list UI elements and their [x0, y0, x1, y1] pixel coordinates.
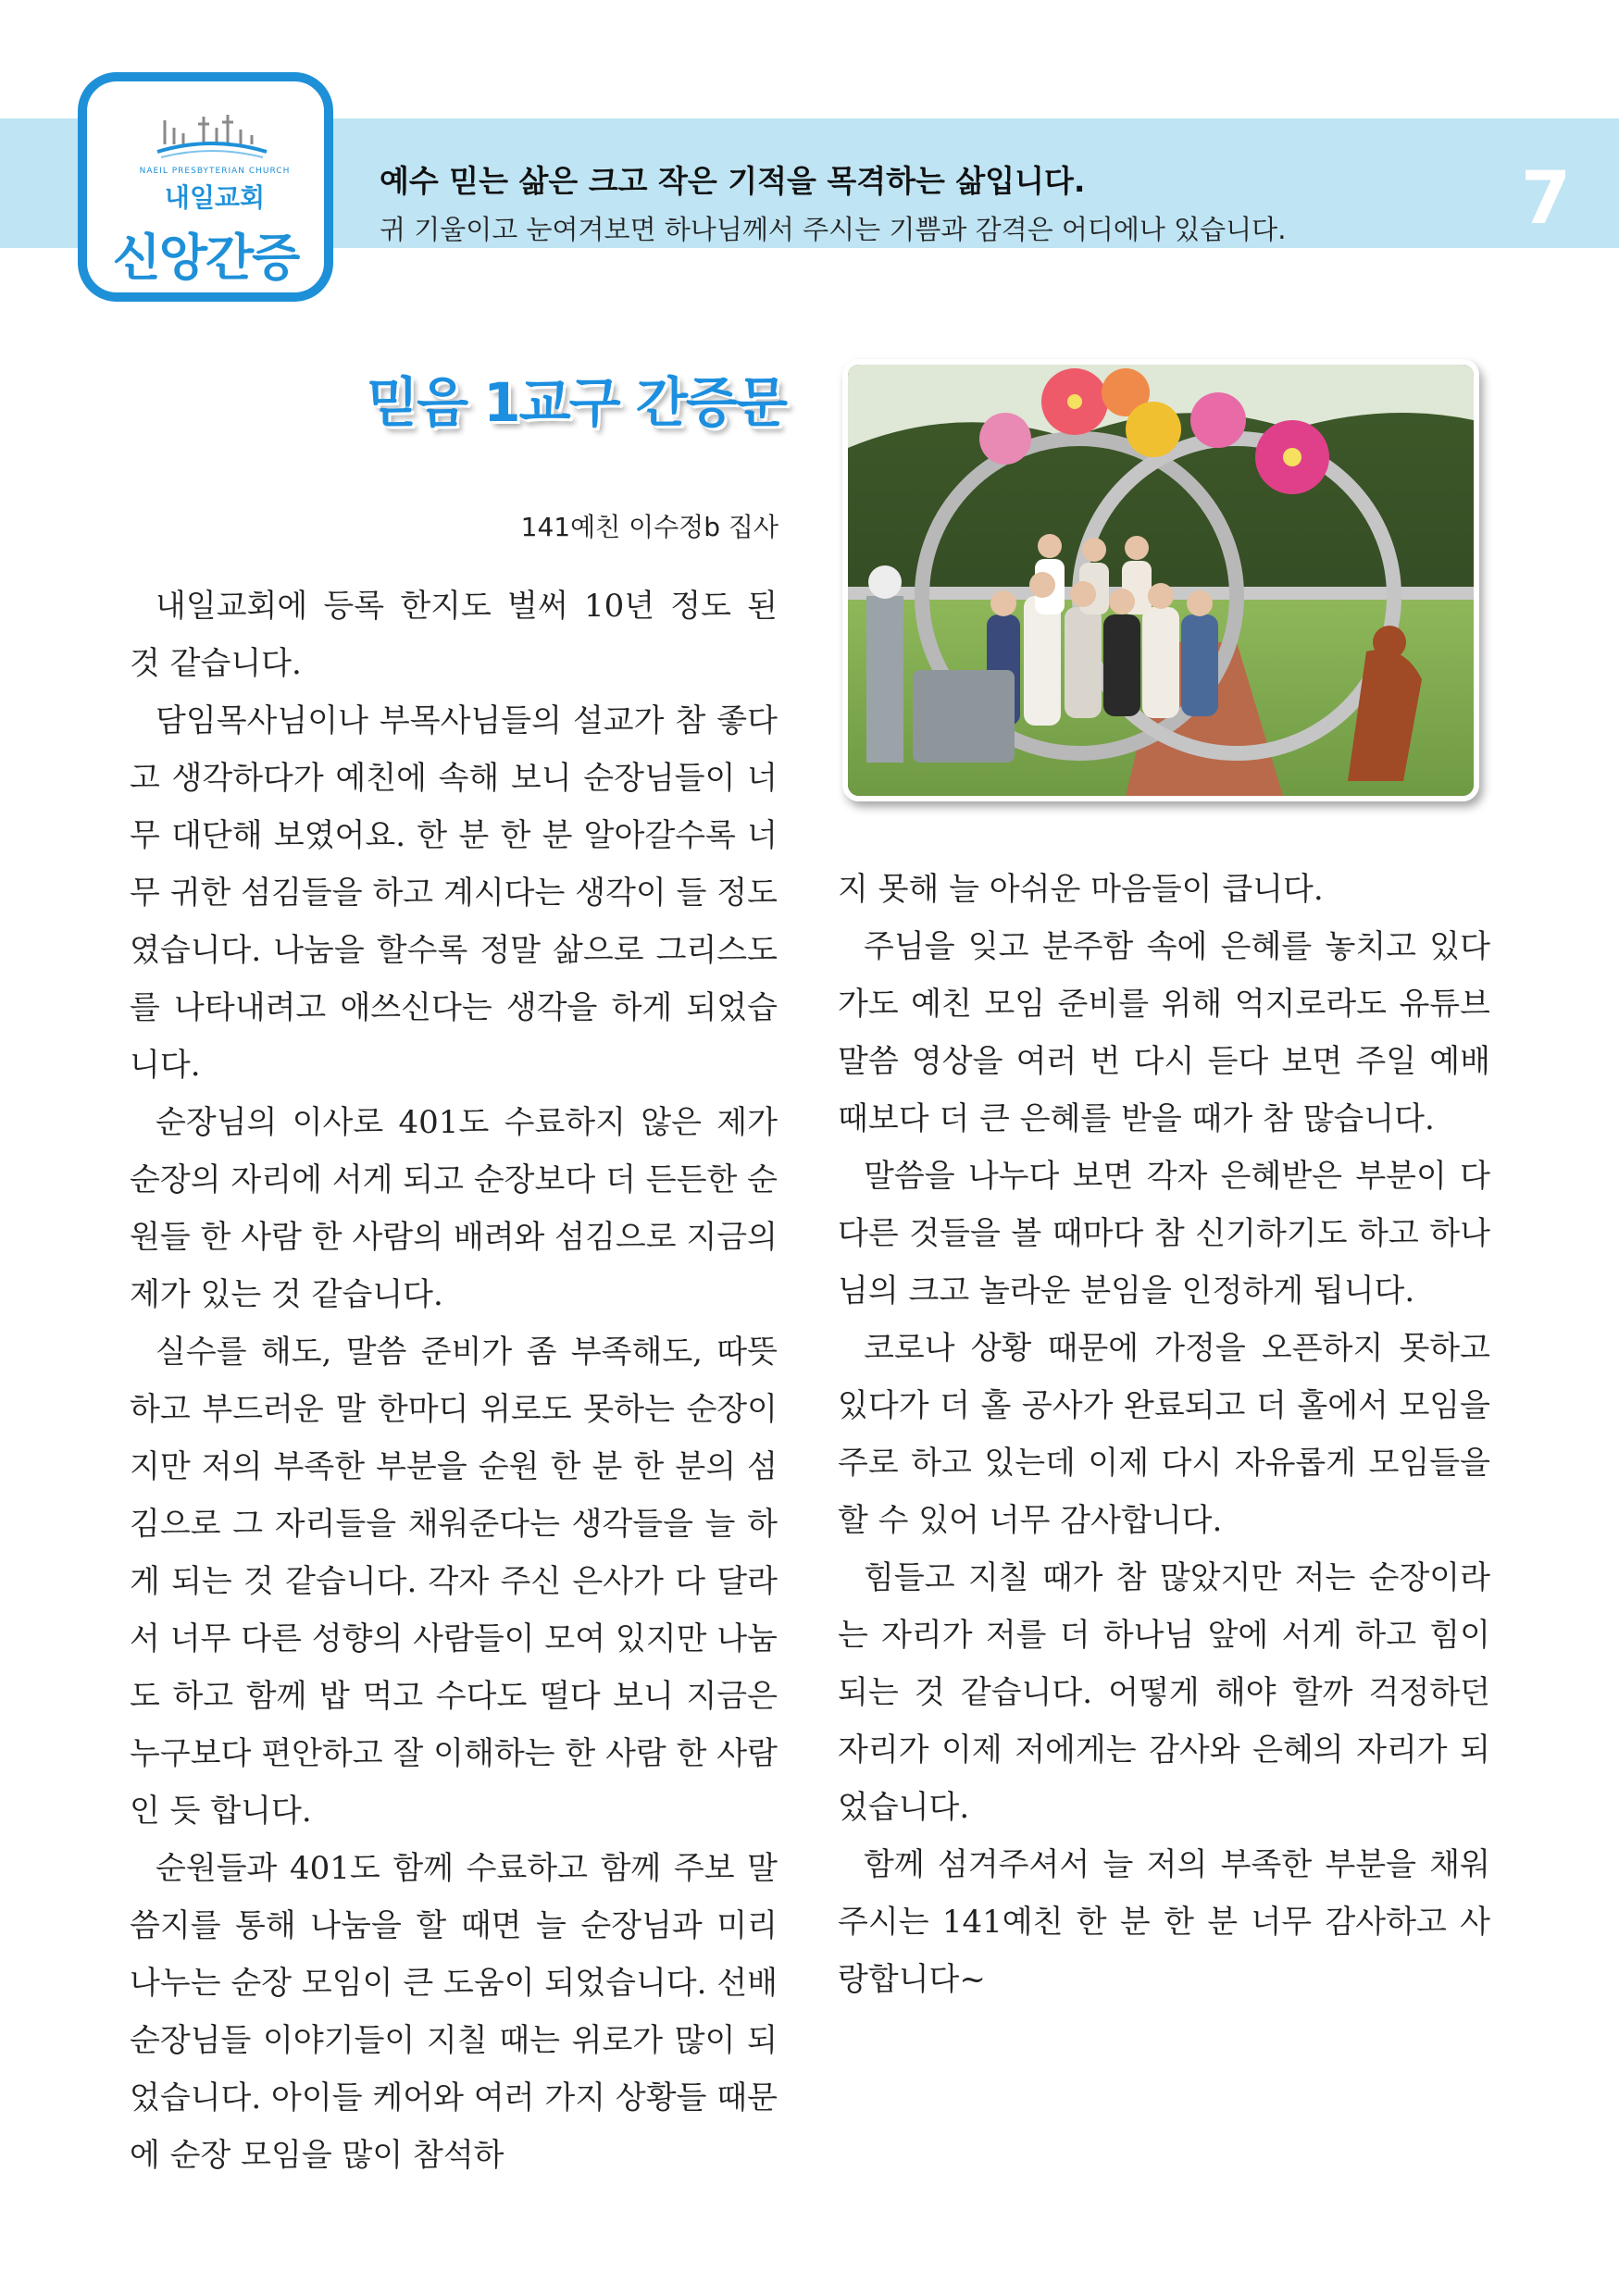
logo-church-name: 내일교회: [164, 182, 266, 213]
section-label: 신앙간증: [112, 229, 299, 287]
page-number: 7: [1520, 157, 1572, 241]
paragraph: 주님을 잊고 분주함 속에 은혜를 놓치고 있다가도 예친 모임 준비를 위해 억지로라도 유튜브 말씀 영상을 여러 번 다시 듣다 보면 주일 예배 때보다 더 큰 은혜를 받을 때가 참 많습니다.: [838, 928, 1490, 1137]
paragraph: 말씀을 나누다 보면 각자 은혜받은 부분이 다 다른 것들을 볼 때마다 참 신기하기도 하고 하나님의 크고 놀라운 분임을 인정하게 됩니다.: [838, 1158, 1490, 1309]
paragraph: 실수를 해도, 말씀 준비가 좀 부족해도, 따뜻하고 부드러운 말 한마디 위로도 못하는 순장이지만 저의 부족한 부분을 순원 한 분 한 분의 섬김으로 그 자리들을 채워준다는 생각들을 늘 하게 되는 것 같습니다. 각자 주신 은사가 다 달라서 너무 다른 성향의 사람들이 모여 있지만 나눔도 하고 함께 밥 먹고 수다도 떨다 보니 지금은 누구보다 편안하고 잘 이해하는 한 사람 한 사람인 듯 합니다.: [130, 1334, 778, 1830]
article-column-right: [838, 861, 1490, 2008]
paragraph-continuation: 지 못해 늘 아쉬운 마음들이 큽니다.: [838, 871, 1324, 908]
banner-subline: 귀 기울이고 눈여겨보면 하나님께서 주시는 기쁨과 감격은 어디에나 있습니다.: [380, 214, 1287, 245]
paragraph: 순원들과 401도 함께 수료하고 함께 주보 말씀지를 통해 나눔을 할 때면 늘 순장님과 미리 나누는 순장 모임이 큰 도움이 되었습니다. 선배 순장님들 이야기들이 지칠 때는 위로가 많이 되었습니다. 아이들 케어와 여러 가지 상황들 때문에 순장 모임을 많이 참석하: [130, 1850, 778, 2174]
paragraph: 코로나 상황 때문에 가정을 오픈하지 못하고 있다가 더 홀 공사가 완료되고 더 홀에서 모임을 주로 하고 있는데 이제 다시 자유롭게 모임들을 할 수 있어 너무 감사합니다.: [838, 1330, 1490, 1539]
article-author: 141예친 이수정b 집사: [520, 512, 778, 542]
church-logo: [78, 72, 333, 302]
paragraph: 함께 섬겨주셔서 늘 저의 부족한 부분을 채워주시는 141예친 한 분 한 분 너무 감사하고 사랑합니다~: [838, 1846, 1490, 1998]
article-title: 믿음 1교구 간증문: [367, 371, 786, 434]
paragraph: 힘들고 지칠 때가 참 많았지만 저는 순장이라는 자리가 저를 더 하나님 앞에 서게 하고 힘이 되는 것 같습니다. 어떻게 해야 할까 걱정하던 자리가 이제 저에게는 감사와 은혜의 자리가 되었습니다.: [838, 1559, 1490, 1826]
paragraph: 담임목사님이나 부목사님들의 설교가 참 좋다고 생각하다가 예친에 속해 보니 순장님들이 너무 대단해 보였어요. 한 분 한 분 알아갈수록 너무 귀한 섬김들을 하고 계시다는 생각이 들 정도였습니다. 나눔을 할수록 정말 삶으로 그리스도를 나타내려고 애쓰신다는 생각을 하게 되었습니다.: [130, 702, 778, 1084]
paragraph: 순장님의 이사로 401도 수료하지 않은 제가 순장의 자리에 서게 되고 순장보다 더 든든한 순원들 한 사람 한 사람의 배려와 섬김으로 지금의 제가 있는 것 같습니다.: [130, 1104, 778, 1313]
banner-headline: 예수 믿는 삶은 크고 작은 기적을 목격하는 삶입니다.: [380, 163, 1086, 199]
church-skyline-icon: [152, 107, 272, 163]
group-photo-illustration: [848, 365, 1474, 796]
group-photo: [842, 359, 1479, 801]
logo-subtitle: NAEIL PRESBYTERIAN CHURCH: [139, 167, 291, 176]
paragraph: 내일교회에 등록 한지도 벌써 10년 정도 된 것 같습니다.: [130, 588, 778, 682]
article-column-left: [130, 577, 778, 2184]
